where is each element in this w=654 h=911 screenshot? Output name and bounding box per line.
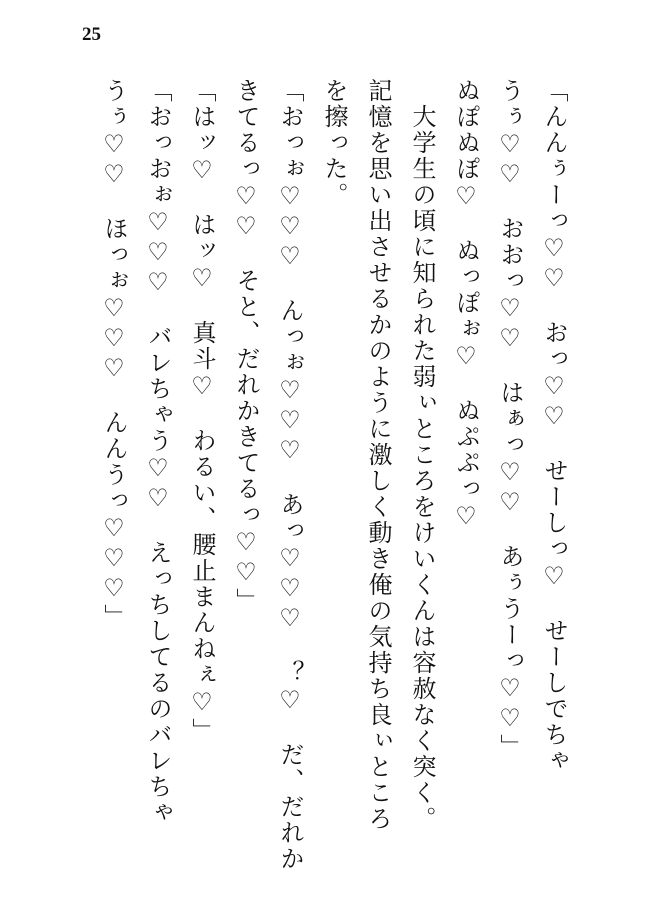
text-line-5: 記憶を思い出させるかのように激しく動き俺の気持ち良ぃところ (364, 78, 392, 832)
text-line-6: を擦った。 (320, 78, 348, 208)
text-line-8: きてるっ♡♡ そと、だれかきてるっ♡♡」 (232, 78, 260, 614)
text-line-2: うぅ♡♡ おおっ♡♡ はぁっ♡♡ あぅうーっ♡♡」 (496, 78, 524, 760)
text-line-9: 「はッ♡ はッ♡ 真斗♡ わるい、腰止まんねぇ♡」 (188, 78, 216, 744)
text-line-10: 「おっおぉ♡♡♡ バレちゃう♡♡ えっちしてるのバレちゃ (144, 78, 172, 826)
page-number: 25 (82, 24, 101, 45)
text-line-11: うぅ♡♡ ほっぉ♡♡♡ んんうっ♡♡♡」 (100, 78, 128, 630)
text-line-7: 「おっぉ♡♡♡ んっぉ♡♡♡ あっ♡♡♡ ？♡ だ、だれか (276, 78, 304, 872)
vertical-text-body (92, 78, 576, 878)
text-line-4: 大学生の頃に知られた弱ぃところをけいくんは容赦なく突く。 (408, 78, 436, 832)
text-line-3: ぬぽぬぽ♡ ぬっぽぉ♡ ぬぷぷっ♡ (452, 78, 480, 532)
text-line-1: 「んんぅーっ♡♡ おっ♡♡ せーしっ♡ せーしでちゃ (540, 78, 568, 774)
